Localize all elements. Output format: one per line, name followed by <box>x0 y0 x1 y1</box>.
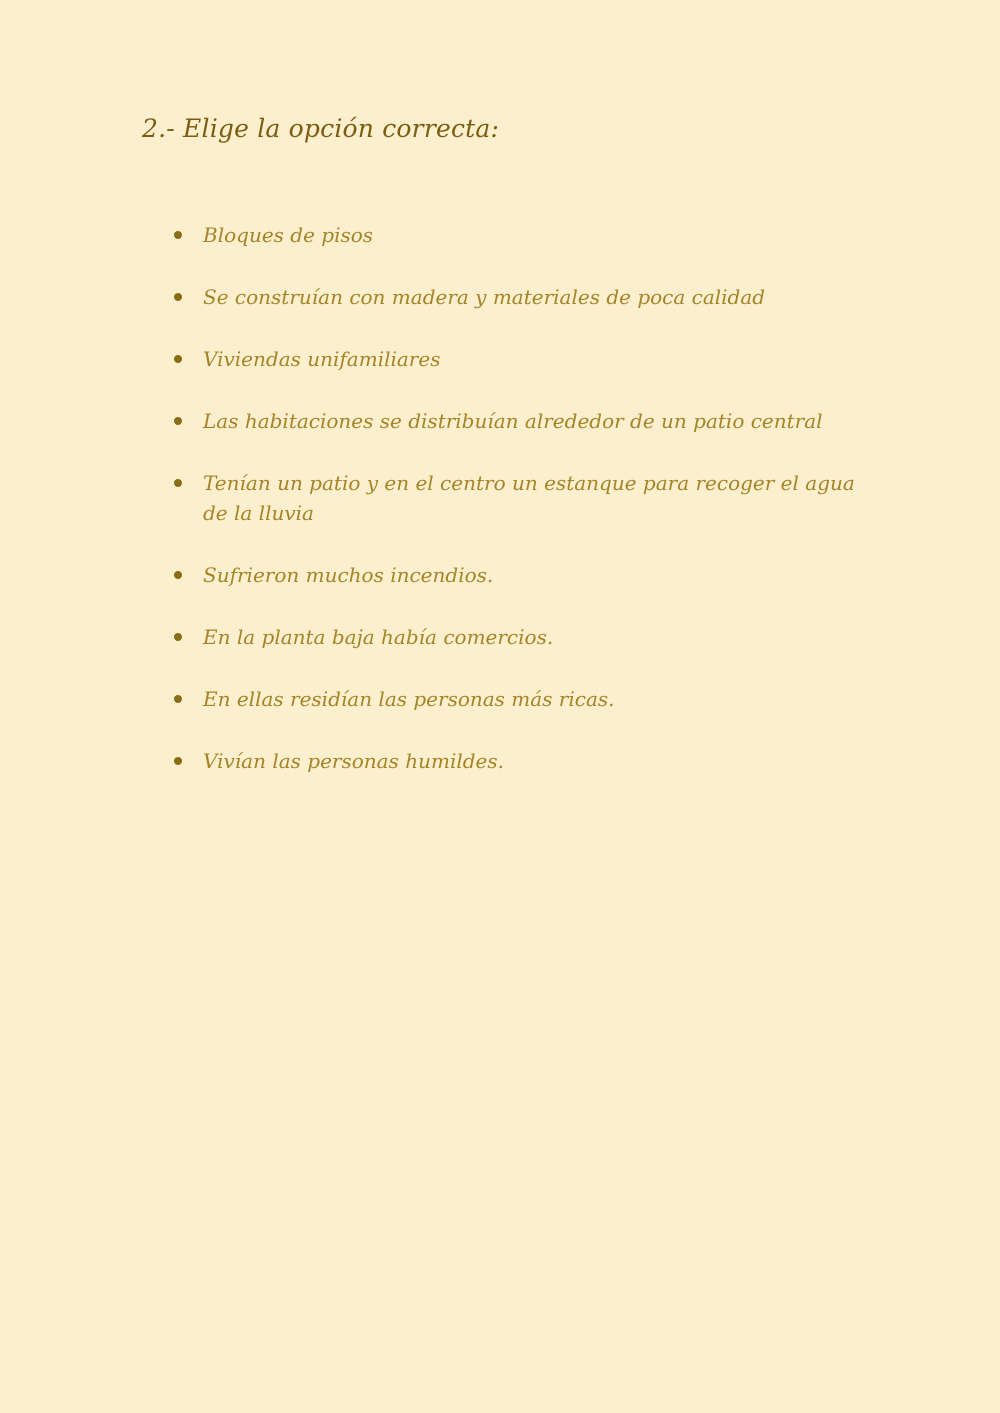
option-label: Se construían con madera y materiales de poca calidad <box>203 285 766 309</box>
bullet-icon <box>174 757 182 765</box>
exercise-heading: 2.- Elige la opción correcta: <box>142 114 500 143</box>
option-label: Sufrieron muchos incendios. <box>203 563 494 587</box>
option-item[interactable] <box>170 468 870 528</box>
bullet-icon <box>174 633 182 641</box>
option-label: Las habitaciones se distribuían alrededor de un patio central <box>203 409 823 433</box>
bullet-icon <box>174 479 182 487</box>
bullet-icon <box>174 417 182 425</box>
bullet-icon <box>174 571 182 579</box>
option-label: En ellas residían las personas más ricas. <box>203 687 615 711</box>
option-item[interactable] <box>170 560 870 590</box>
option-item[interactable] <box>170 746 870 776</box>
options-list <box>170 220 870 808</box>
option-label: Viviendas unifamiliares <box>203 347 441 371</box>
option-item[interactable] <box>170 406 870 436</box>
option-label: Vivían las personas humildes. <box>203 749 504 773</box>
option-label: En la planta baja había comercios. <box>203 625 554 649</box>
bullet-icon <box>174 293 182 301</box>
option-label: Tenían un patio y en el centro un estanque para recoger el agua de la lluvia <box>203 471 855 525</box>
bullet-icon <box>174 695 182 703</box>
option-item[interactable] <box>170 684 870 714</box>
option-item[interactable] <box>170 282 870 312</box>
bullet-icon <box>174 231 182 239</box>
option-label: Bloques de pisos <box>203 223 374 247</box>
option-item[interactable] <box>170 220 870 250</box>
option-item[interactable] <box>170 622 870 652</box>
bullet-icon <box>174 355 182 363</box>
option-item[interactable] <box>170 344 870 374</box>
